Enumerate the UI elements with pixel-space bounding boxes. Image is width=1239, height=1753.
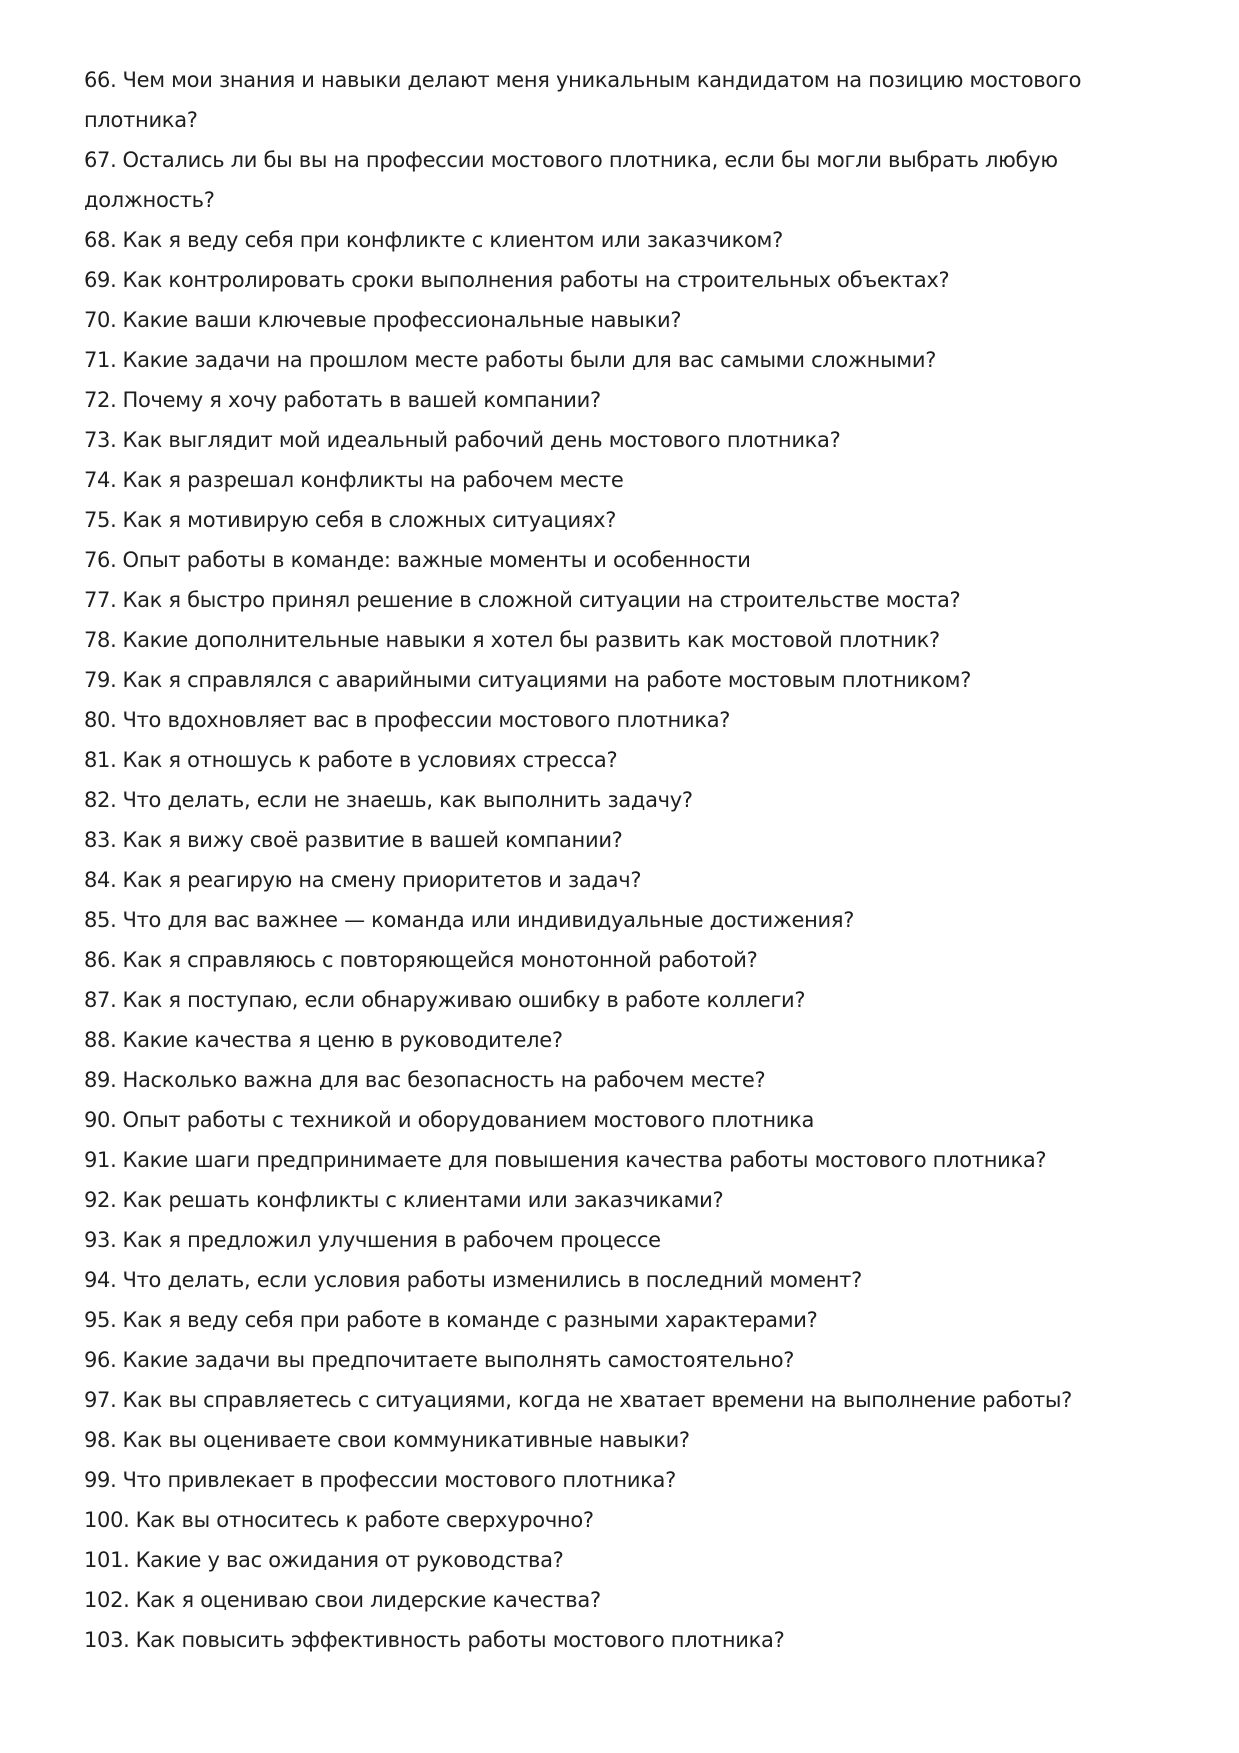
question-item [84,1220,1164,1260]
question-number: 95. [84,1308,117,1332]
question-item [84,900,1164,940]
question-text: Какие дополнительные навыки я хотел бы развить как мостовой плотник? [122,628,940,652]
question-item [84,1540,1164,1580]
question-item [84,1020,1164,1060]
question-number: 70. [84,308,117,332]
question-item [84,500,1164,540]
question-item [84,1260,1164,1300]
question-text: Чем мои знания и навыки делают меня уникальным кандидатом на позицию мостового плотника? [84,68,1082,132]
question-text: Какие шаги предпринимаете для повышения качества работы мостового плотника? [122,1148,1047,1172]
question-text: Насколько важна для вас безопасность на рабочем месте? [122,1068,766,1092]
question-number: 101. [84,1548,130,1572]
question-text: Какие задачи на прошлом месте работы были для вас самыми сложными? [122,348,937,372]
question-item [84,1140,1164,1180]
question-number: 75. [84,508,117,532]
question-text: Как я отношусь к работе в условиях стресса? [122,748,618,772]
question-item [84,420,1164,460]
question-text: Почему я хочу работать в вашей компании? [122,388,601,412]
question-text: Как повысить эффективность работы мостового плотника? [135,1628,785,1652]
question-number: 84. [84,868,117,892]
question-text: Как выглядит мой идеальный рабочий день мостового плотника? [122,428,841,452]
question-number: 74. [84,468,117,492]
question-item [84,460,1164,500]
question-text: Как я предложил улучшения в рабочем процессе [122,1228,661,1252]
question-item [84,580,1164,620]
question-text: Какие у вас ожидания от руководства? [135,1548,564,1572]
question-text: Как я вижу своё развитие в вашей компании? [122,828,623,852]
question-number: 100. [84,1508,130,1532]
question-text: Что делать, если не знаешь, как выполнить задачу? [122,788,693,812]
question-item [84,780,1164,820]
question-item [84,1500,1164,1540]
question-number: 90. [84,1108,117,1132]
question-number: 92. [84,1188,117,1212]
question-text: Как контролировать сроки выполнения работы на строительных объектах? [122,268,950,292]
question-item [84,740,1164,780]
question-text: Остались ли бы вы на профессии мостового плотника, если бы могли выбрать любую должность? [84,148,1058,212]
question-item [84,260,1164,300]
question-text: Что привлекает в профессии мостового плотника? [122,1468,676,1492]
question-item [84,1100,1164,1140]
question-text: Как вы оцениваете свои коммуникативные навыки? [122,1428,690,1452]
question-number: 102. [84,1588,130,1612]
question-text: Опыт работы с техникой и оборудованием мостового плотника [122,1108,815,1132]
question-number: 99. [84,1468,117,1492]
question-text: Как я веду себя при работе в команде с разными характерами? [122,1308,818,1332]
question-item [84,1340,1164,1380]
question-list [84,60,1164,1660]
question-text: Какие ваши ключевые профессиональные навыки? [122,308,682,332]
question-item [84,1300,1164,1340]
question-number: 91. [84,1148,117,1172]
question-number: 72. [84,388,117,412]
question-item [84,660,1164,700]
question-number: 93. [84,1228,117,1252]
question-item [84,60,1164,140]
question-item [84,1420,1164,1460]
question-text: Как вы справляетесь с ситуациями, когда не хватает времени на выполнение работы? [122,1388,1073,1412]
question-text: Как я мотивирую себя в сложных ситуациях? [122,508,617,532]
question-text: Что вдохновляет вас в профессии мостового плотника? [122,708,731,732]
question-number: 78. [84,628,117,652]
question-number: 79. [84,668,117,692]
question-text: Как я быстро принял решение в сложной ситуации на строительстве моста? [122,588,961,612]
question-number: 73. [84,428,117,452]
question-number: 69. [84,268,117,292]
question-number: 68. [84,228,117,252]
question-number: 86. [84,948,117,972]
question-number: 81. [84,748,117,772]
question-item [84,1180,1164,1220]
question-number: 103. [84,1628,130,1652]
question-item [84,540,1164,580]
question-text: Как я поступаю, если обнаруживаю ошибку в работе коллеги? [122,988,806,1012]
question-text: Какие качества я ценю в руководителе? [122,1028,563,1052]
question-item [84,300,1164,340]
question-number: 89. [84,1068,117,1092]
question-text: Как решать конфликты с клиентами или заказчиками? [122,1188,724,1212]
question-item [84,1380,1164,1420]
question-number: 98. [84,1428,117,1452]
question-text: Как я реагирую на смену приоритетов и задач? [122,868,642,892]
question-item [84,1620,1164,1660]
question-text: Как я веду себя при конфликте с клиентом или заказчиком? [122,228,783,252]
question-number: 97. [84,1388,117,1412]
question-number: 76. [84,548,117,572]
question-item [84,1580,1164,1620]
question-item [84,140,1164,220]
question-number: 80. [84,708,117,732]
document-page [84,60,1164,1660]
question-text: Что для вас важнее — команда или индивидуальные достижения? [122,908,855,932]
question-text: Какие задачи вы предпочитаете выполнять самостоятельно? [122,1348,795,1372]
question-text: Как я справлялся с аварийными ситуациями на работе мостовым плотником? [122,668,972,692]
question-item [84,860,1164,900]
question-text: Что делать, если условия работы изменились в последний момент? [122,1268,862,1292]
question-number: 85. [84,908,117,932]
question-item [84,700,1164,740]
question-text: Как вы относитесь к работе сверхурочно? [135,1508,594,1532]
question-number: 96. [84,1348,117,1372]
question-number: 94. [84,1268,117,1292]
question-item [84,980,1164,1020]
question-number: 67. [84,148,117,172]
question-number: 77. [84,588,117,612]
question-number: 87. [84,988,117,1012]
question-text: Опыт работы в команде: важные моменты и особенности [122,548,751,572]
question-number: 83. [84,828,117,852]
question-text: Как я справляюсь с повторяющейся монотонной работой? [122,948,758,972]
question-number: 82. [84,788,117,812]
question-item [84,340,1164,380]
question-number: 71. [84,348,117,372]
question-item [84,940,1164,980]
question-item [84,1460,1164,1500]
question-item [84,820,1164,860]
question-item [84,380,1164,420]
question-number: 66. [84,68,117,92]
question-number: 88. [84,1028,117,1052]
question-item [84,220,1164,260]
question-item [84,1060,1164,1100]
question-text: Как я разрешал конфликты на рабочем месте [122,468,624,492]
question-text: Как я оцениваю свои лидерские качества? [135,1588,601,1612]
question-item [84,620,1164,660]
